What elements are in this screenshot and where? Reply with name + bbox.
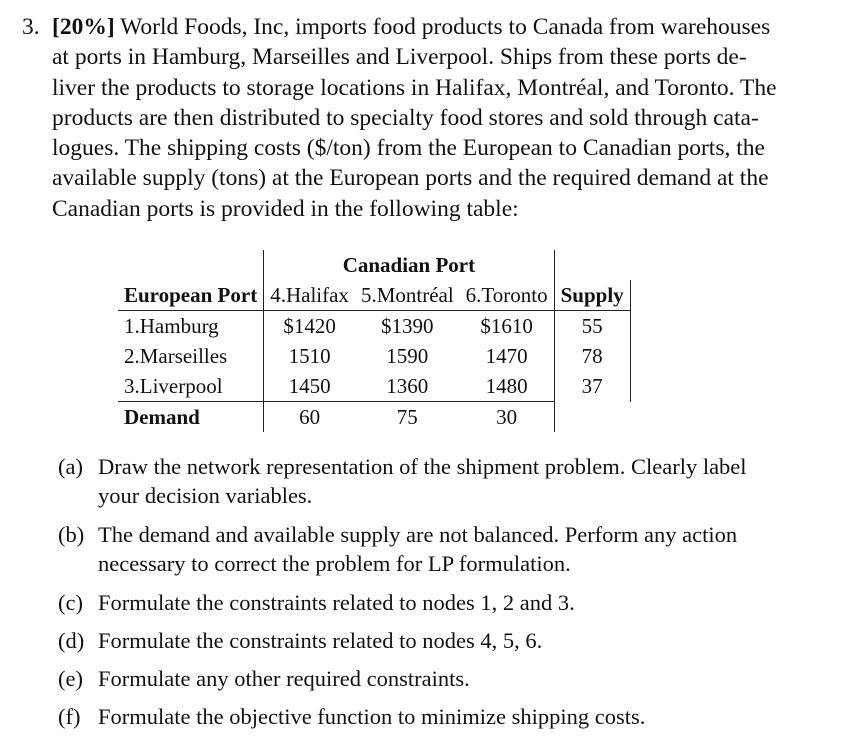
supply-cell: 55	[554, 311, 630, 342]
problem-statement	[22, 12, 802, 224]
statement-line: liver the products to storage locations in Halifax, Montréal, and Toronto. The	[52, 74, 777, 101]
table-cell: $1390	[381, 314, 434, 338]
column-header: 5.Montréal	[355, 280, 460, 311]
table-cell: 1480	[460, 371, 554, 402]
demand-row	[118, 402, 630, 433]
table-cell: 1510	[264, 341, 355, 371]
table-cell: 1450	[264, 371, 355, 402]
statement-text: World Foods, Inc, imports food products to Canada from warehouses	[120, 14, 771, 40]
column-header: 4.Halifax	[264, 280, 355, 311]
problem-number: 3.	[22, 14, 40, 40]
part-label: (c)	[58, 590, 83, 615]
part-label: (f)	[58, 704, 81, 729]
statement-line	[22, 12, 802, 42]
part-text: your decision variables.	[98, 483, 313, 508]
problem-points: [20%]	[52, 14, 115, 40]
demand-cell: 75	[355, 402, 460, 433]
table-cell: 1470	[460, 341, 554, 371]
part-f	[58, 702, 848, 731]
table-group-header-row	[118, 250, 630, 280]
row-label: 2.Marseilles	[124, 344, 228, 368]
demand-cell: 30	[460, 402, 554, 433]
part-text: Draw the network representation of the shipment problem. Clearly label	[98, 454, 747, 479]
part-label: (b)	[58, 522, 85, 547]
part-text: Formulate the constraints related to nodes 4, 5, 6.	[98, 628, 543, 653]
supply-cell: 78	[554, 341, 630, 371]
part-label: (e)	[58, 666, 83, 691]
shipping-cost-table	[118, 250, 631, 432]
table-cell: $1610	[460, 311, 554, 342]
part-b	[58, 520, 848, 578]
table-row	[118, 371, 630, 402]
table-row	[118, 311, 630, 342]
column-header: 6.Toronto	[460, 280, 554, 311]
demand-cell: 60	[264, 402, 355, 433]
supply-cell: 37	[554, 371, 630, 402]
row-label: 3.Liverpool	[124, 374, 223, 398]
row-label: 1.Hamburg	[124, 314, 219, 338]
statement-line: available supply (tons) at the European ports and the required demand at the	[52, 165, 769, 192]
part-label: (a)	[58, 454, 83, 479]
table-header-row	[118, 280, 630, 311]
part-c	[58, 588, 848, 617]
part-text: Formulate any other required constraints.	[98, 666, 470, 691]
statement-line: Canadian ports is provided in the following table:	[52, 195, 519, 222]
part-a	[58, 452, 848, 510]
part-label: (d)	[58, 628, 85, 653]
table-cell: $1420	[264, 311, 355, 342]
part-text: Formulate the constraints related to nodes 1, 2 and 3.	[98, 590, 575, 615]
european-port-header: European Port	[118, 280, 264, 311]
demand-label: Demand	[118, 402, 264, 433]
statement-line: logues. The shipping costs ($/ton) from the European to Canadian ports, the	[52, 135, 765, 162]
part-text: The demand and available supply are not balanced. Perform any action	[98, 522, 738, 547]
statement-line: products are then distributed to specialty food stores and sold through cata-	[52, 104, 759, 131]
part-e	[58, 664, 848, 693]
canadian-port-header: Canadian Port	[264, 250, 554, 280]
table-cell: 1360	[386, 374, 429, 398]
part-d	[58, 626, 848, 655]
supply-header: Supply	[554, 280, 630, 311]
part-text: necessary to correct the problem for LP formulation.	[98, 551, 571, 576]
table-row	[118, 341, 630, 371]
part-text: Formulate the objective function to minimize shipping costs.	[98, 704, 646, 729]
table-cell: 1590	[386, 344, 429, 368]
statement-line: at ports in Hamburg, Marseilles and Liverpool. Ships from these ports de-	[52, 44, 747, 71]
